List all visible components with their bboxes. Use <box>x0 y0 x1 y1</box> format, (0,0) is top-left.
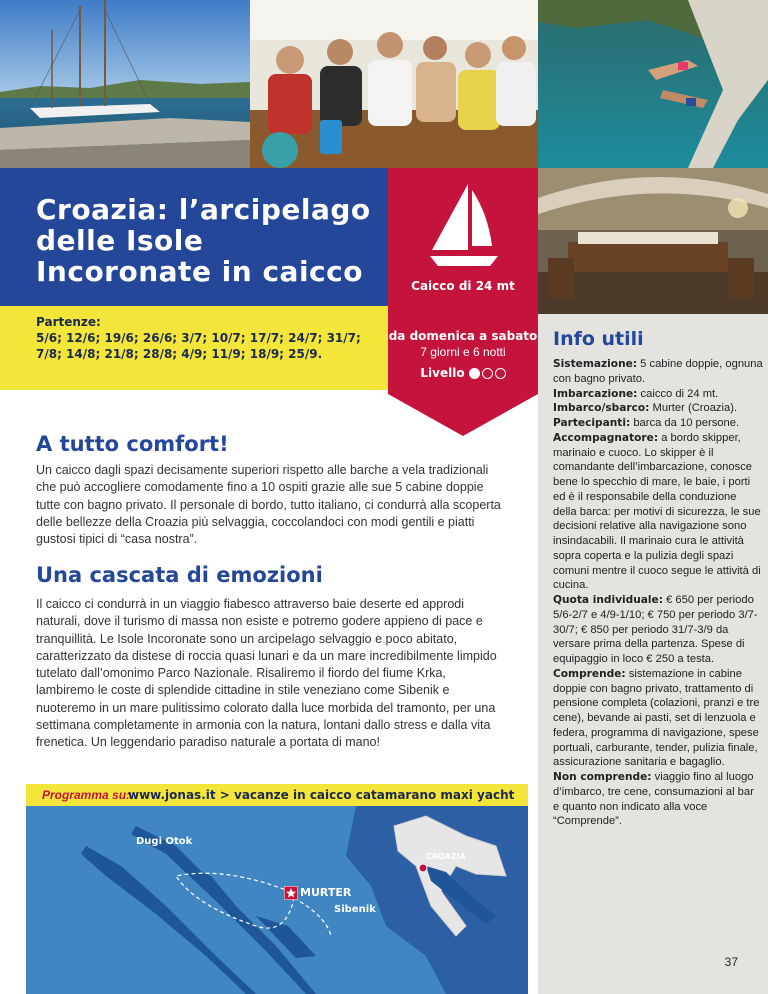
departures-label: Partenze: <box>36 315 101 329</box>
info-item: Accompagnatore: a bordo skipper, marinaio e cuoco. Lo skipper è il comandante dell’imbarcazione, conosce bene lo specchio di mare, le baie, i porti ed è il responsabile della conduzione della barca: per motivi di sicurezza, le sue decisioni relative alla navigazione sono insindacabili. Il marinaio cura le attività sopra coperta e la pulizia degli spazi comuni mentre il cuoco segue le attività di cucina. <box>553 431 761 592</box>
departures-panel <box>0 306 388 390</box>
info-item: Imbarco/sbarco: Murter (Croazia). <box>553 402 738 415</box>
info-item: Imbarcazione: caicco di 24 mt. <box>553 387 719 400</box>
info-item: Comprende: sistemazione in cabine doppie con bagno privato, trattamento di pensione completa (colazioni, pranzi e tre cene), bevande ai pasti, set di lenzuola e federa, programma di navigazione, spese portuali, carburante, tender, pulizia finale, assicurazione sanitaria e bagaglio. <box>553 667 760 769</box>
page-number: 37 <box>724 955 738 969</box>
info-column <box>538 314 768 994</box>
info-body <box>553 357 763 829</box>
map-label-island: Dugi Otok <box>136 836 193 847</box>
trip-nights: 7 giorni e 6 notti <box>420 345 506 359</box>
level-dot-empty <box>495 368 506 379</box>
start-star-icon <box>284 886 298 900</box>
boat-panel <box>388 168 538 306</box>
level-dots <box>469 368 506 379</box>
divers-photo <box>538 0 768 168</box>
map-label-start: MURTER <box>300 886 352 899</box>
section-heading-comfort: A tutto comfort! <box>36 432 229 456</box>
route-map <box>26 806 528 994</box>
programma-bar <box>26 784 528 806</box>
level-dot-empty <box>482 368 493 379</box>
map-label-country: CROAZIA <box>426 852 466 861</box>
info-item: Non comprende: viaggio fino al luogo d’imbarco, tre cene, consumazioni al bar e quanto non indicato alla voce “Comprende”. <box>553 771 754 828</box>
map-label-city: Sibenik <box>334 904 376 915</box>
info-heading: Info utili <box>553 328 644 350</box>
info-item: Quota individuale: € 650 per periodo 5/6-2/7 e 4/9-1/10; € 750 per periodo 3/7-30/7; € 850 per periodo 31/7-3/9 da versare prima della partenza. Spese di equipaggio in loco € 250 a testa. <box>553 594 758 665</box>
title-panel <box>0 168 388 306</box>
section-heading-emozioni: Una cascata di emozioni <box>36 563 323 587</box>
programma-link[interactable]: www.jonas.it > vacanze in caicco catamarano maxi yacht <box>128 788 515 802</box>
sailboat-icon <box>428 180 500 272</box>
marina-photo <box>0 0 250 168</box>
info-item: Partecipanti: barca da 10 persone. <box>553 417 740 429</box>
info-item: Sistemazione: 5 cabine doppie, ognuna con bagno privato. <box>553 358 763 385</box>
page-title: Croazia: l’arcipelago delle Isole Incoronate in caicco <box>36 193 371 288</box>
trip-duration-badge <box>388 306 538 436</box>
deck-table-photo <box>538 168 768 314</box>
section-text-comfort: Un caicco dagli spazi decisamente superiori rispetto alle barche a vela tradizionali che può accogliere comodamente fino a 10 ospiti grazie alle sue 5 cabine doppie tutte con bagno privato. Il personale di bordo, tutto italiano, ci condurrà alla scoperta delle bellezze della Croazia più selvaggia, coccolandoci con modi gentili e piatti gustosi tipici di “casa nostra”. <box>36 463 501 547</box>
programma-label: Programma su: <box>42 788 131 802</box>
level-dot-filled <box>469 368 480 379</box>
section-text-emozioni: Il caicco ci condurrà in un viaggio fiabesco attraverso baie deserte ed approdi naturali, dove il turismo di massa non esiste e potremo godere appieno di pace e tranquillità. Le Isole Incoronate sono un arcipelago selvaggio e poco abitato, caratterizzato da distese di roccia quasi lunari e da un mare incredibilmente limpido tutelato dall’omonimo Parco Nazionale. Risaliremo il fiordo del fiume Krka, lambiremo le coste di splendide cittadine in stile veneziano come Sibenik e nuoteremo in un mare pulitissimo colorato dalla luce morbida del tramonto, per una settimana completamente in armonia con la natura, lontani dallo stress e dalla vita frenetica. Un leggendario paradiso naturale a portata di mano! <box>36 597 497 750</box>
level-indicator <box>388 366 538 380</box>
level-label: Livello <box>420 366 465 380</box>
boat-caption: Caicco di 24 mt <box>411 279 515 293</box>
group-on-deck-photo <box>250 0 538 168</box>
departures-dates: 5/6; 12/6; 19/6; 26/6; 3/7; 10/7; 17/7; 24/7; 31/7; 7/8; 14/8; 21/8; 28/8; 4/9; 11/9; 18/9; 25/9. <box>36 331 361 361</box>
trip-days: da domenica a sabato <box>388 329 538 343</box>
